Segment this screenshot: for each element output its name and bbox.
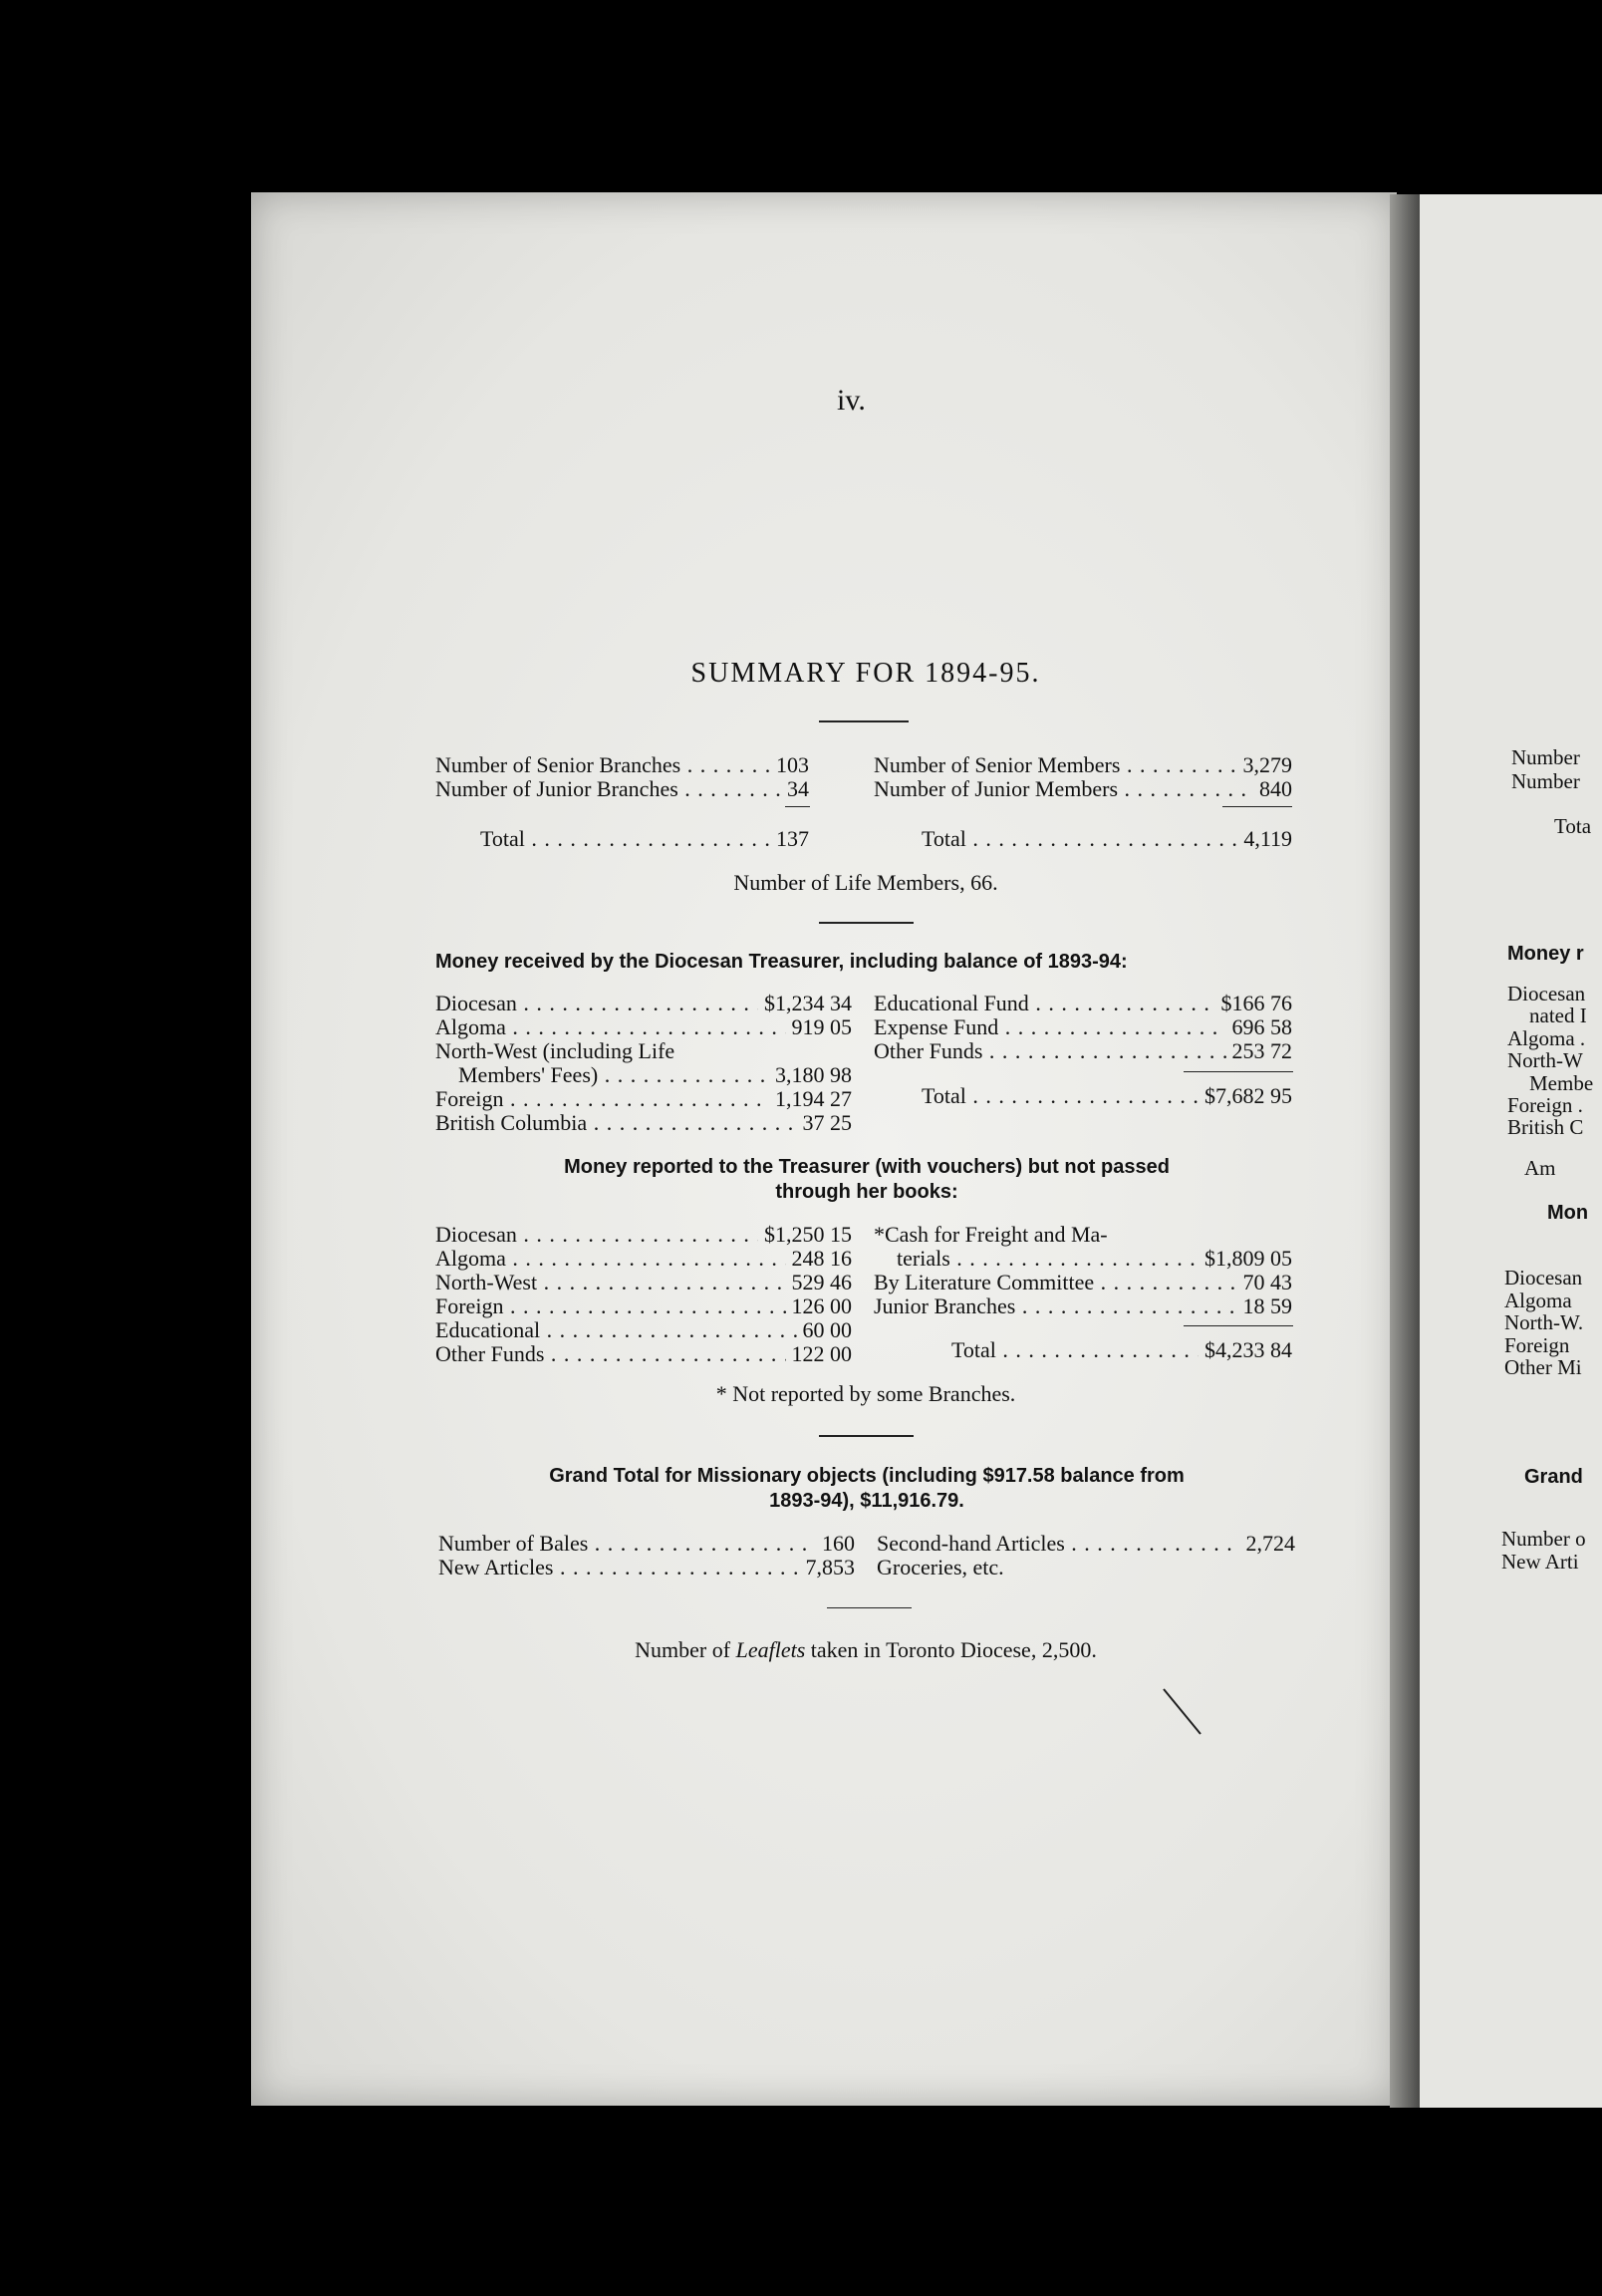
rp-line: Grand xyxy=(1524,1466,1583,1488)
row-label: Number of Senior Members . . . xyxy=(874,753,1237,777)
money-row xyxy=(435,1111,852,1135)
row-label: Number of Junior Branches . . . xyxy=(435,777,781,801)
footnote: * Not reported by some Branches. xyxy=(715,1381,1016,1406)
row-label: Foreign . . . xyxy=(435,1294,786,1318)
rp-line: Membe xyxy=(1529,1071,1594,1095)
rp-line: Number xyxy=(1511,769,1580,793)
rp-line: Algoma xyxy=(1504,1289,1572,1312)
rp-line: Diocesan xyxy=(1504,1266,1583,1290)
money-total-row xyxy=(951,1338,1292,1362)
rp-line: Money r xyxy=(1507,943,1584,965)
row-value: $166 76 xyxy=(1220,991,1292,1015)
money-row xyxy=(435,1247,852,1271)
row-value: 4,119 xyxy=(1243,826,1292,851)
row-value: $4,233 84 xyxy=(1204,1337,1292,1362)
heading-line: through her books: xyxy=(775,1181,958,1203)
rp-line: Number xyxy=(1511,745,1580,769)
money-row xyxy=(435,1015,852,1039)
rp-line: Mon xyxy=(1547,1202,1589,1224)
row-label: Number of Junior Members . . . xyxy=(874,777,1253,801)
row-label: *Cash for Freight and Ma- xyxy=(874,1223,1108,1247)
row-value xyxy=(1286,1223,1292,1247)
money-row xyxy=(874,992,1292,1015)
rp-line: Number o xyxy=(1501,1527,1586,1551)
row-value: 696 58 xyxy=(1231,1014,1292,1039)
page-gutter xyxy=(1390,194,1420,2108)
money-row xyxy=(435,1342,852,1366)
row-value: 7,853 xyxy=(805,1555,855,1579)
rp-line: Foreign . xyxy=(1507,1093,1583,1117)
heading-line: Money reported to the Treasurer (with vouchers) but not passed xyxy=(564,1156,1170,1178)
row-label: Members' Fees) . . . xyxy=(458,1063,769,1087)
life-members: Number of Life Members, 66. xyxy=(733,870,998,895)
sum-rule xyxy=(1184,1071,1293,1072)
row-value: 2,724 xyxy=(1245,1531,1295,1556)
row-label: Educational . . . xyxy=(435,1318,797,1342)
row-value xyxy=(846,1039,852,1063)
row-value: 34 xyxy=(787,776,809,801)
row-value: 18 59 xyxy=(1242,1293,1292,1318)
row-label: Number of Senior Branches . . . xyxy=(435,753,770,777)
member-row xyxy=(874,753,1292,777)
rp-line: North-W xyxy=(1507,1048,1583,1072)
row-value: 529 46 xyxy=(791,1270,852,1294)
leaflets-prefix: Number of xyxy=(635,1637,736,1662)
row-label: Total . . . xyxy=(480,827,770,851)
money-total-row xyxy=(922,1084,1292,1108)
row-value: 253 72 xyxy=(1231,1038,1292,1063)
row-label: Algoma . . . xyxy=(435,1247,786,1271)
rp-line: British C xyxy=(1507,1115,1584,1139)
branch-total-row xyxy=(480,827,809,851)
rp-line: Other Mi xyxy=(1504,1355,1582,1379)
row-label: Second-hand Articles . . . xyxy=(877,1532,1240,1556)
leaflets-line xyxy=(0,1637,1602,1663)
divider xyxy=(819,1435,914,1437)
rp-line: Foreign xyxy=(1504,1333,1570,1357)
rp-line: Am xyxy=(1524,1156,1556,1180)
row-label: North-West . . . xyxy=(435,1271,786,1294)
row-label: North-West (including Life xyxy=(435,1039,675,1063)
row-value: $1,809 05 xyxy=(1204,1246,1292,1271)
row-value: 126 00 xyxy=(791,1293,852,1318)
row-value: 137 xyxy=(776,826,809,851)
row-label: Total . . . xyxy=(922,1084,1199,1108)
row-value: 103 xyxy=(776,752,809,777)
row-value: $7,682 95 xyxy=(1204,1083,1292,1108)
money-row xyxy=(435,1294,852,1318)
grand-total-heading xyxy=(428,1464,1305,1514)
rp-line: Diocesan xyxy=(1507,982,1586,1005)
money-row xyxy=(874,1015,1292,1039)
page-title: SUMMARY FOR 1894-95. xyxy=(690,658,1041,689)
row-label: Other Funds . . . xyxy=(874,1039,1226,1063)
pen-mark-icon xyxy=(1156,1684,1225,1744)
money-row xyxy=(435,1271,852,1294)
row-value: 37 25 xyxy=(802,1110,852,1135)
row-label: Total . . . xyxy=(951,1338,1199,1362)
money-row xyxy=(874,1223,1292,1247)
leaflets-suffix: taken in Toronto Diocese, 2,500. xyxy=(805,1637,1097,1662)
row-value: 70 43 xyxy=(1242,1270,1292,1294)
row-label: Expense Fund . . . xyxy=(874,1015,1226,1039)
branch-row xyxy=(435,777,809,801)
section-heading: Money received by the Diocesan Treasurer, including balance of 1893-94: xyxy=(435,951,1128,973)
rp-line: North-W. xyxy=(1504,1310,1584,1334)
row-label: By Literature Committee . . . xyxy=(874,1271,1237,1294)
row-label: terials . . . xyxy=(897,1247,1199,1271)
rp-line: nated I xyxy=(1529,1004,1587,1027)
divider xyxy=(819,922,914,924)
row-value: 60 00 xyxy=(802,1317,852,1342)
money-row xyxy=(435,992,852,1015)
page-number: iv. xyxy=(837,384,866,417)
row-label: Diocesan . . . xyxy=(435,992,758,1015)
section-heading xyxy=(428,1155,1305,1205)
row-value: $1,234 34 xyxy=(764,991,852,1015)
member-row xyxy=(874,777,1292,801)
rp-line: Algoma . xyxy=(1507,1026,1586,1050)
row-value: 248 16 xyxy=(791,1246,852,1271)
row-value: 840 xyxy=(1259,776,1292,801)
money-row xyxy=(458,1063,852,1087)
row-label: Junior Branches . . . xyxy=(874,1294,1237,1318)
bales-row xyxy=(438,1532,855,1556)
book-page xyxy=(251,192,1397,2106)
bales-row xyxy=(877,1556,1295,1579)
money-row xyxy=(435,1223,852,1247)
bales-row xyxy=(877,1532,1295,1556)
row-value: 1,194 27 xyxy=(775,1086,852,1111)
sum-rule xyxy=(1222,806,1292,807)
row-label: Foreign . . . xyxy=(435,1087,769,1111)
bales-row xyxy=(438,1556,855,1579)
facing-page xyxy=(1420,194,1602,2108)
leaflets-italic: Leaflets xyxy=(735,1637,806,1662)
divider xyxy=(819,720,909,722)
money-row xyxy=(874,1294,1292,1318)
money-row xyxy=(874,1271,1292,1294)
member-total-row xyxy=(922,827,1292,851)
row-value: 3,180 98 xyxy=(775,1062,852,1087)
money-row xyxy=(897,1247,1292,1271)
row-label: Groceries, etc. xyxy=(877,1556,1004,1579)
divider xyxy=(827,1607,912,1608)
branch-row xyxy=(435,753,809,777)
row-label: Number of Bales . . . xyxy=(438,1532,816,1556)
row-label: British Columbia . . . xyxy=(435,1111,797,1135)
rp-line: New Arti xyxy=(1501,1550,1579,1574)
money-row xyxy=(435,1039,852,1063)
sum-rule xyxy=(785,806,810,807)
rp-line: Tota xyxy=(1554,814,1592,838)
row-value: 122 00 xyxy=(791,1341,852,1366)
row-value: 919 05 xyxy=(791,1014,852,1039)
row-label: Diocesan . . . xyxy=(435,1223,758,1247)
sum-rule xyxy=(1184,1325,1293,1326)
heading-line: 1893-94), $11,916.79. xyxy=(769,1490,964,1512)
row-label: New Articles . . . xyxy=(438,1556,800,1579)
money-row xyxy=(435,1087,852,1111)
row-label: Algoma . . . xyxy=(435,1015,786,1039)
row-label: Other Funds . . . xyxy=(435,1342,786,1366)
row-value: 160 xyxy=(822,1531,855,1556)
row-value xyxy=(1289,1556,1295,1579)
money-row xyxy=(874,1039,1292,1063)
row-label: Total . . . xyxy=(922,827,1237,851)
row-label: Educational Fund . . . xyxy=(874,992,1215,1015)
heading-line: Grand Total for Missionary objects (including $917.58 balance from xyxy=(549,1465,1185,1487)
row-value: $1,250 15 xyxy=(764,1222,852,1247)
money-row xyxy=(435,1318,852,1342)
row-value: 3,279 xyxy=(1242,752,1292,777)
